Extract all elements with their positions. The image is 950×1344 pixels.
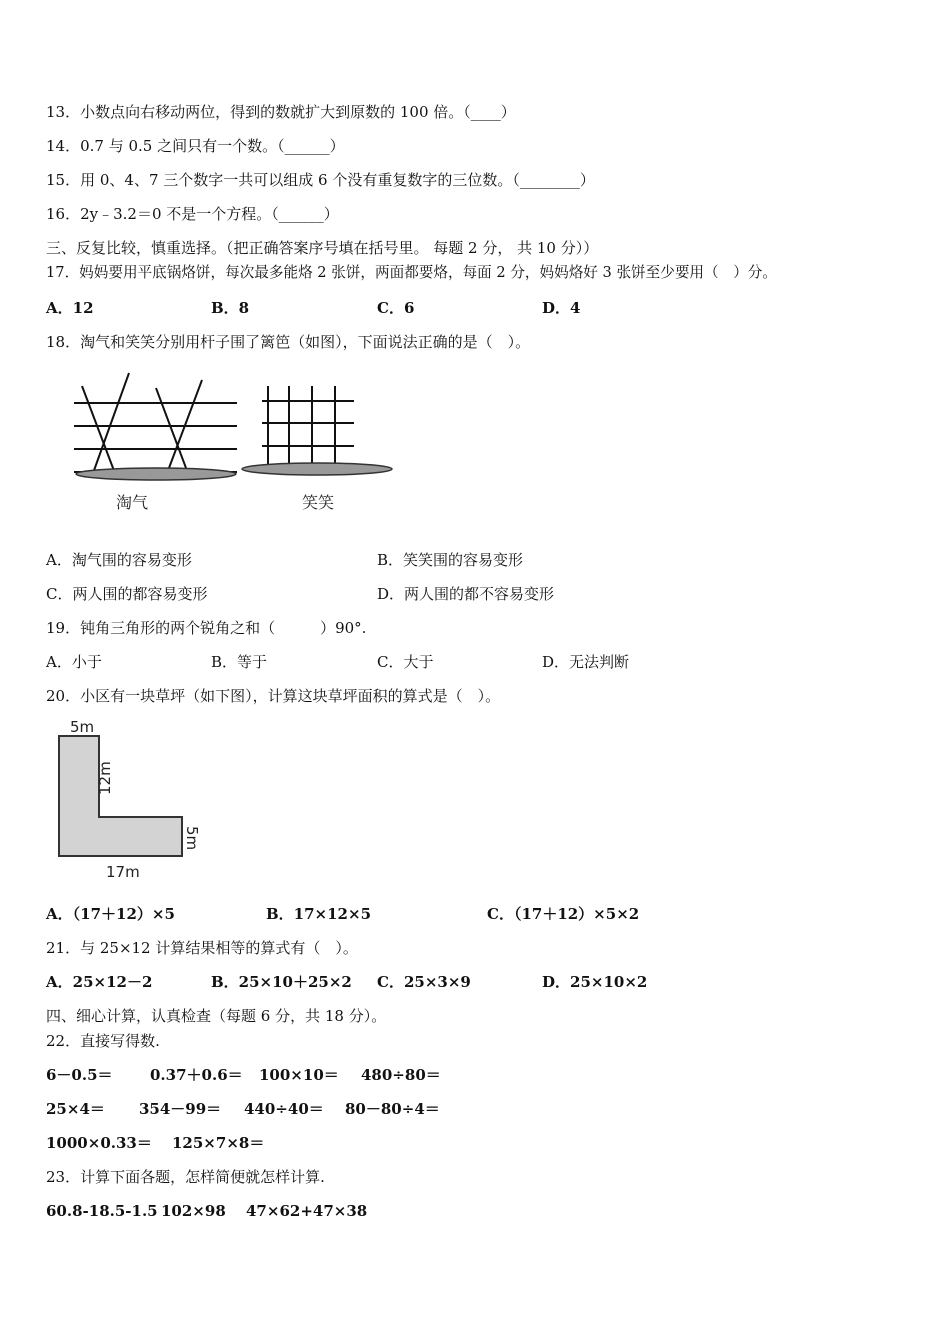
section-3-title: 三、反复比较，慎重选择。（把正确答案序号填在括号里。 每题 2 分， 共 10 分）） bbox=[46, 239, 599, 257]
question-20: 20．小区有一块草坪（如下图），计算这块草坪面积的算式是（ ）。 bbox=[46, 687, 501, 705]
question-19: 19．钝角三角形的两个锐角之和（ ）90°. bbox=[46, 619, 367, 637]
question-23: 23．计算下面各题，怎样简便就怎样计算. bbox=[46, 1168, 325, 1186]
lawn-shape bbox=[59, 736, 182, 856]
q19-option-a: A．小于 bbox=[46, 653, 102, 671]
q17-option-c: C．6 bbox=[377, 299, 415, 317]
q19-option-c: C．大于 bbox=[377, 653, 434, 671]
calc-item: 100×10＝ bbox=[259, 1066, 339, 1084]
calc-item: 0.37＋0.6＝ bbox=[150, 1066, 243, 1084]
question-15: 15．用 0、4、7 三个数字一共可以组成 6 个没有重复数字的三位数。（________） bbox=[46, 171, 595, 189]
q18-option-c: C．两人围的都容易变形 bbox=[46, 585, 208, 603]
calc-item: 80－80÷4＝ bbox=[345, 1100, 440, 1118]
question-21: 21．与 25×12 计算结果相等的算式有（ ）。 bbox=[46, 939, 358, 957]
bottom-length-label: 17m bbox=[106, 863, 140, 881]
q20-option-c: C．（17＋12）×5×2 bbox=[487, 905, 640, 923]
q18-option-d: D．两人围的都不容易变形 bbox=[377, 585, 555, 603]
q18-option-a: A．淘气围的容易变形 bbox=[46, 551, 192, 569]
q18-option-b: B．笑笑围的容易变形 bbox=[377, 551, 524, 569]
q17-option-d: D．4 bbox=[542, 299, 581, 317]
taoqi-label: 淘气 bbox=[116, 493, 149, 512]
q19-option-d: D．无法判断 bbox=[542, 653, 630, 671]
q21-option-d: D．25×10×2 bbox=[542, 973, 648, 991]
top-width-label: 5m bbox=[70, 718, 95, 736]
xiaoxiao-fence bbox=[262, 386, 354, 468]
q19-option-b: B．等于 bbox=[211, 653, 268, 671]
question-14: 14．0.7 与 0.5 之间只有一个数。（______） bbox=[46, 137, 345, 155]
q20-option-b: B．17×12×5 bbox=[266, 905, 372, 923]
calc-item: 480÷80＝ bbox=[361, 1066, 441, 1084]
calc-item: 440÷40＝ bbox=[244, 1100, 324, 1118]
q20-option-a: A．（17＋12）×5 bbox=[46, 905, 175, 923]
q21-option-c: C．25×3×9 bbox=[377, 973, 471, 991]
calc-item: 47×62+47×38 bbox=[246, 1202, 368, 1220]
lawn-figure bbox=[50, 714, 220, 886]
question-16: 16．2y﹣3.2＝0 不是一个方程。（______） bbox=[46, 205, 339, 223]
taoqi-fence bbox=[74, 373, 237, 476]
calc-item: 125×7×8＝ bbox=[172, 1134, 265, 1152]
taoqi-ground bbox=[76, 468, 236, 480]
xiaoxiao-label: 笑笑 bbox=[302, 493, 335, 512]
right-height-label: 5m bbox=[183, 826, 201, 851]
question-18: 18．淘气和笑笑分别用杆子围了篱笆（如图），下面说法正确的是（ ）。 bbox=[46, 333, 531, 351]
q17-option-b: B．8 bbox=[211, 299, 250, 317]
q21-option-b: B．25×10＋25×2 bbox=[211, 973, 352, 991]
fence-figure bbox=[44, 368, 404, 518]
vertical-length-label: 12m bbox=[96, 761, 114, 795]
section-4-title: 四、细心计算，认真检查（每题 6 分，共 18 分）。 bbox=[46, 1007, 387, 1025]
q21-option-a: A．25×12－2 bbox=[46, 973, 153, 991]
calc-item: 25×4＝ bbox=[46, 1100, 105, 1118]
question-13: 13．小数点向右移动两位，得到的数就扩大到原数的 100 倍。（____） bbox=[46, 103, 516, 121]
calc-item: 1000×0.33＝ bbox=[46, 1134, 152, 1152]
calc-item: 102×98 bbox=[161, 1202, 226, 1220]
question-17: 17．妈妈要用平底锅烙饼，每次最多能烙 2 张饼，两面都要烙，每面 2 分，妈妈烙好 3 张饼至少要用（ ）分。 bbox=[46, 264, 777, 281]
xiaoxiao-ground bbox=[242, 463, 392, 475]
question-22: 22．直接写得数. bbox=[46, 1032, 160, 1050]
calc-item: 60.8-18.5-1.5 bbox=[46, 1202, 158, 1220]
calc-item: 6－0.5＝ bbox=[46, 1066, 113, 1084]
q17-option-a: A．12 bbox=[46, 299, 94, 317]
calc-item: 354－99＝ bbox=[139, 1100, 222, 1118]
